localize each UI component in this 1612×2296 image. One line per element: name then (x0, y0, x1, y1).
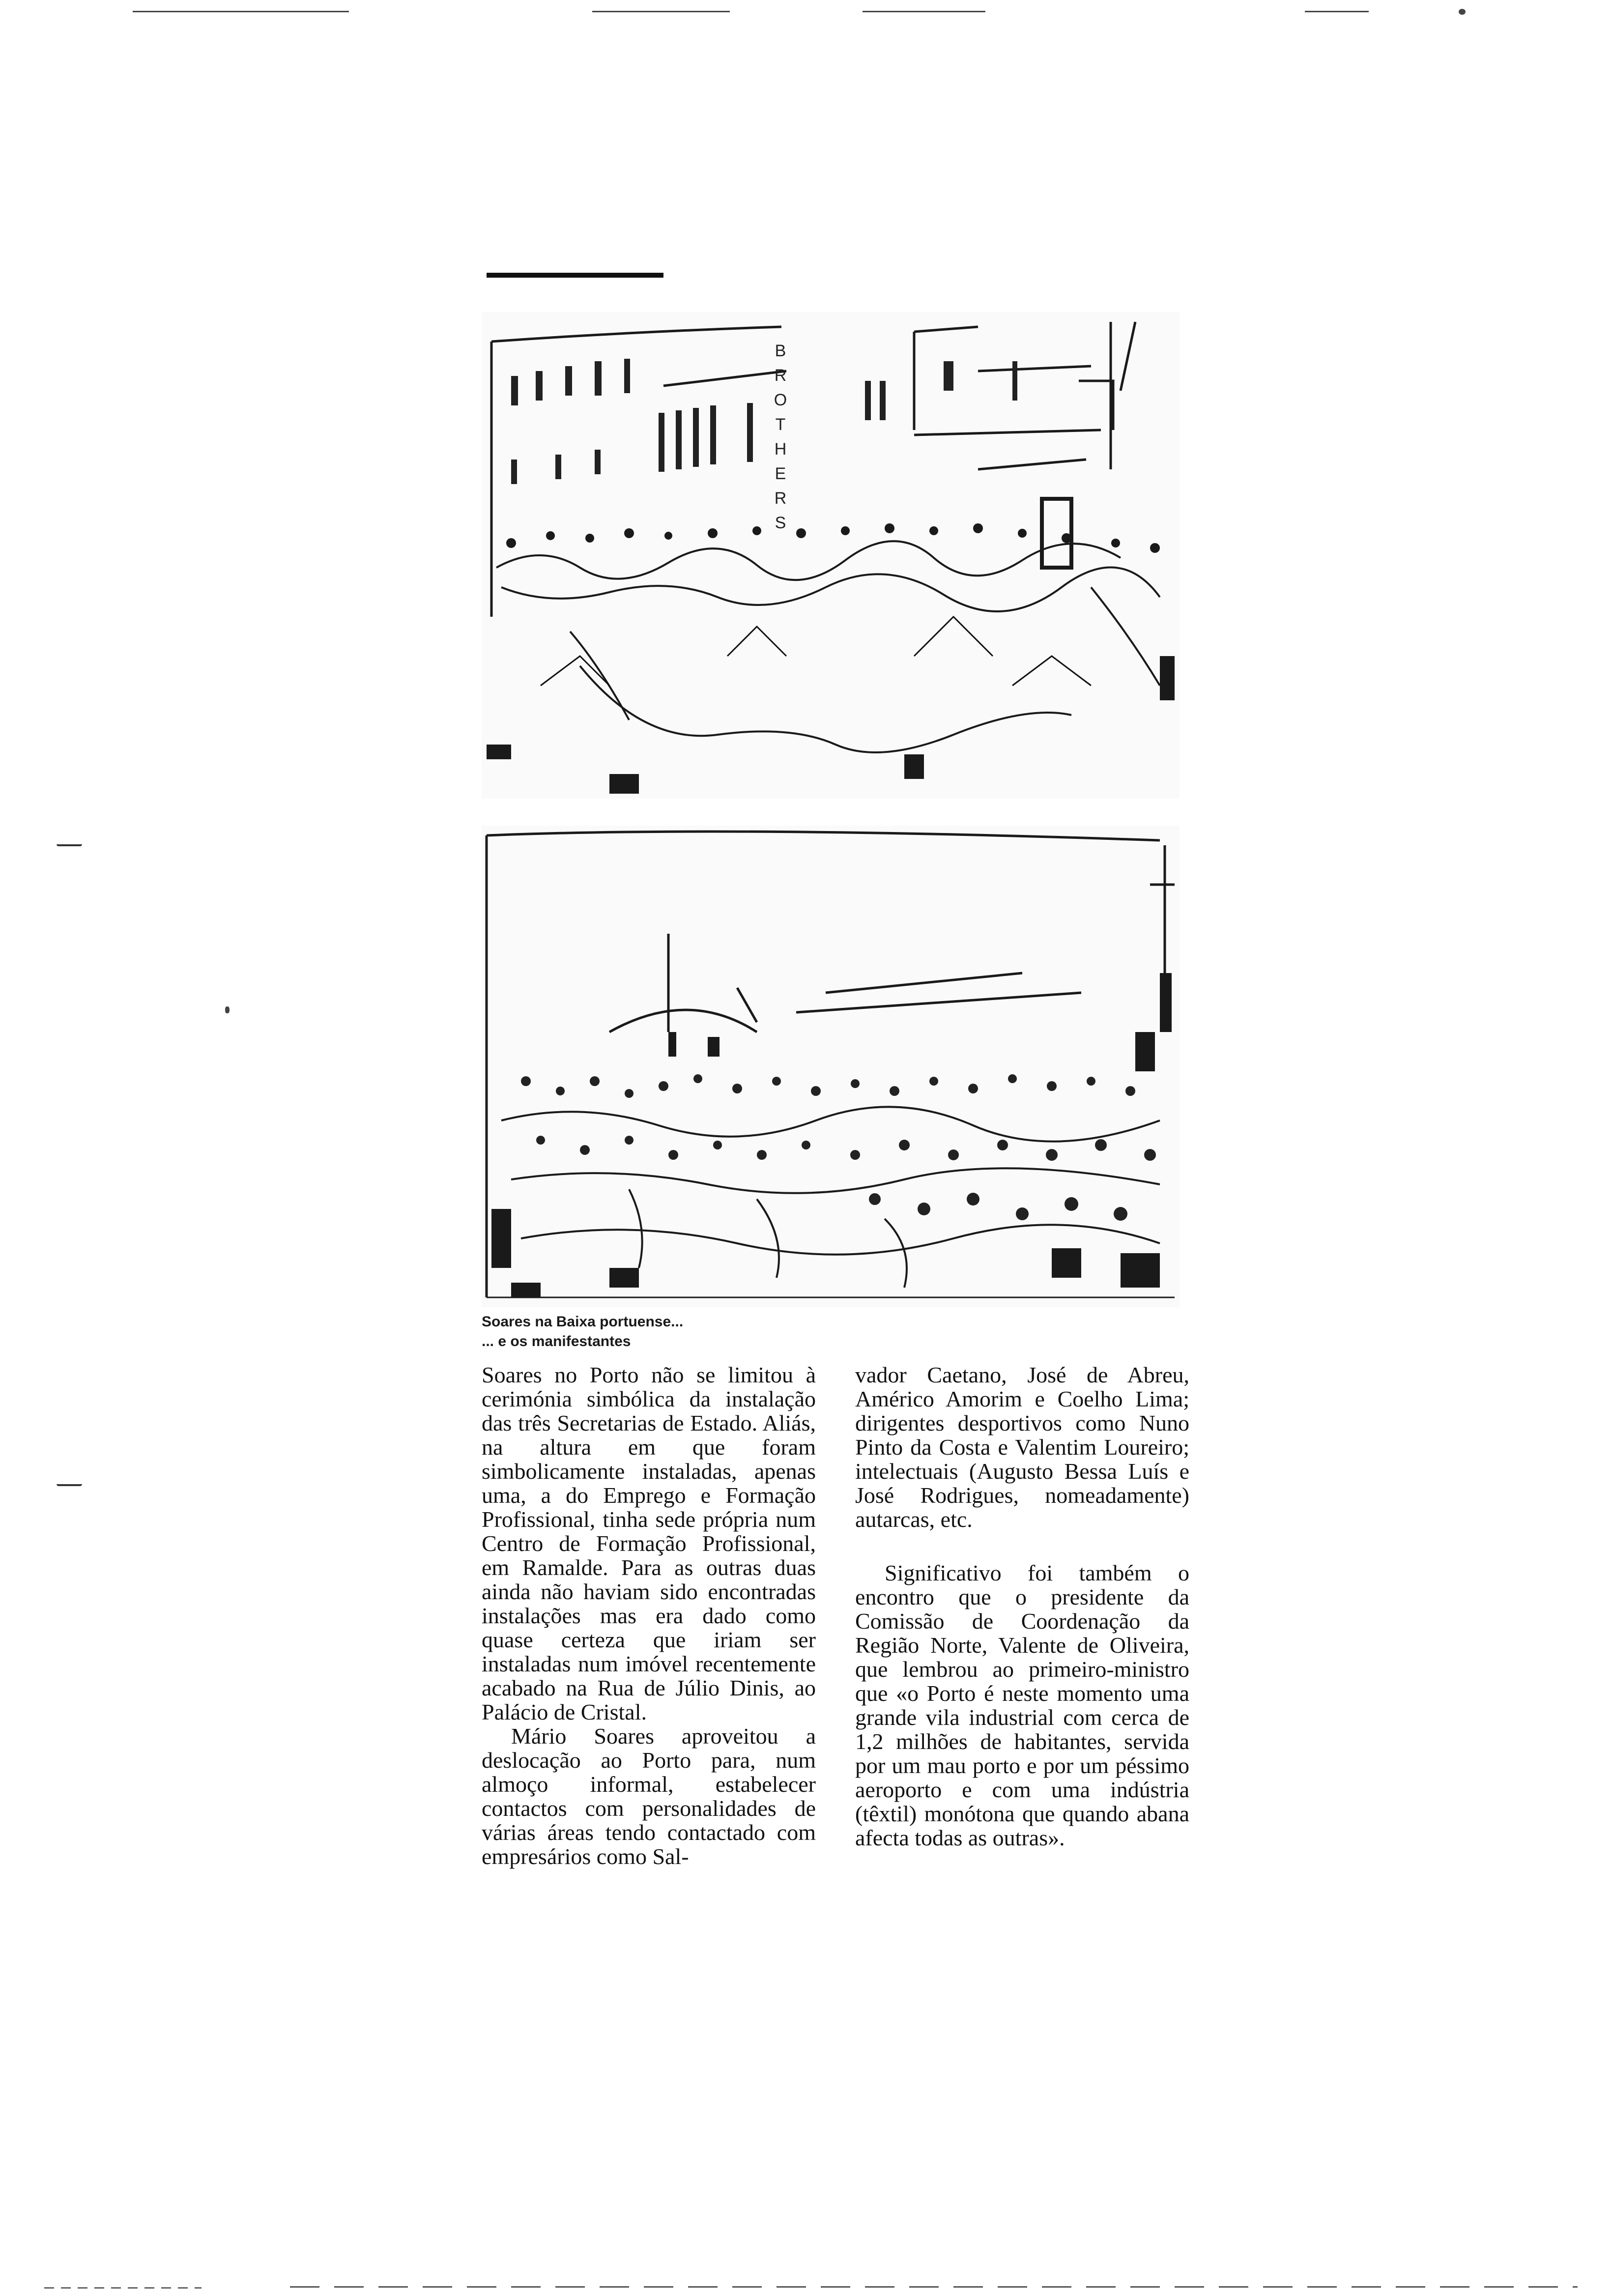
photo-street-scene (482, 312, 1180, 799)
scan-edge-mark-top-center (592, 11, 730, 12)
article-paragraph: vador Caetano, José de Abreu, Américo Amorim e Coelho Lima; dirigentes desportivos como Nuno Pinto da Costa e Valentim Loureiro; intelectuais (Augusto Bessa Luís e José Rodrigues, nomeadamente) autarcas, etc. (855, 1362, 1189, 1532)
sign-letter: O (774, 391, 787, 409)
section-rule (487, 273, 663, 278)
photo-caption (482, 1312, 1180, 1351)
article-paragraph: Significativo foi também o encontro que o presidente da Comissão de Coordenação da Região Norte, Valente de Oliveira, que lembrou ao primeiro-ministro que «o Porto é neste momento uma grande vila industrial com cerca de 1,2 milhões de habitantes, servida por um mau porto e por um péssimo aeroporto e com uma indústria (têxtil) monótona que quando abana afecta todas as outras». (855, 1560, 1189, 1850)
sign-letter: T (775, 415, 786, 434)
article-column-left (482, 1363, 816, 1868)
sign-letter: H (774, 440, 787, 459)
margin-tick-left-2 (57, 1484, 82, 1486)
scan-speck (1459, 9, 1466, 15)
article-paragraph: Mário Soares aproveitou a deslocação ao Porto para, num almoço informal, estabelecer contactos com personalidades de várias áreas tendo contactado com empresários como Sal- (482, 1723, 816, 1869)
scan-edge-mark-top-left (133, 11, 349, 12)
sign-letter: R (774, 489, 787, 508)
caption-line-2: ... e os manifestantes (482, 1333, 631, 1349)
article-column-right (855, 1363, 1189, 1868)
photo-demonstrators-graphic (482, 826, 1180, 1307)
sign-letter: B (775, 342, 786, 360)
photo-street-scene-graphic (482, 312, 1180, 799)
sign-letter: E (775, 464, 786, 483)
caption-line-1: Soares na Baixa portuense... (482, 1314, 684, 1330)
newspaper-article (482, 273, 1189, 1869)
article-paragraph: Soares no Porto não se limitou à cerimónia simbólica da instalação das três Secretarias de Estado. Aliás, na altura em que foram simbolicamente instaladas, apenas uma, a do Emprego e Formação Profissional, tinha sede própria num Centro de Formação Profissional, em Ramalde. Para as outras duas ainda não haviam sido encontradas instalações mas era dado como quase certeza que iriam ser instaladas num imóvel recentemente acabado na Rua de Júlio Dinis, ao Palácio de Cristal. (482, 1362, 816, 1724)
scan-edge-mark-top-far-right (1305, 11, 1369, 12)
margin-tick-left-1 (57, 844, 82, 846)
scan-speck (225, 1006, 230, 1013)
scan-edge-mark-top-right (863, 11, 985, 12)
article-body (482, 1363, 1189, 1868)
photo-demonstrators (482, 826, 1180, 1307)
sign-letter: R (774, 366, 787, 385)
sign-letter: S (775, 514, 786, 532)
scan-edge-mark-bottom (290, 2286, 1578, 2288)
scan-edge-mark-bottom-left (44, 2287, 202, 2289)
